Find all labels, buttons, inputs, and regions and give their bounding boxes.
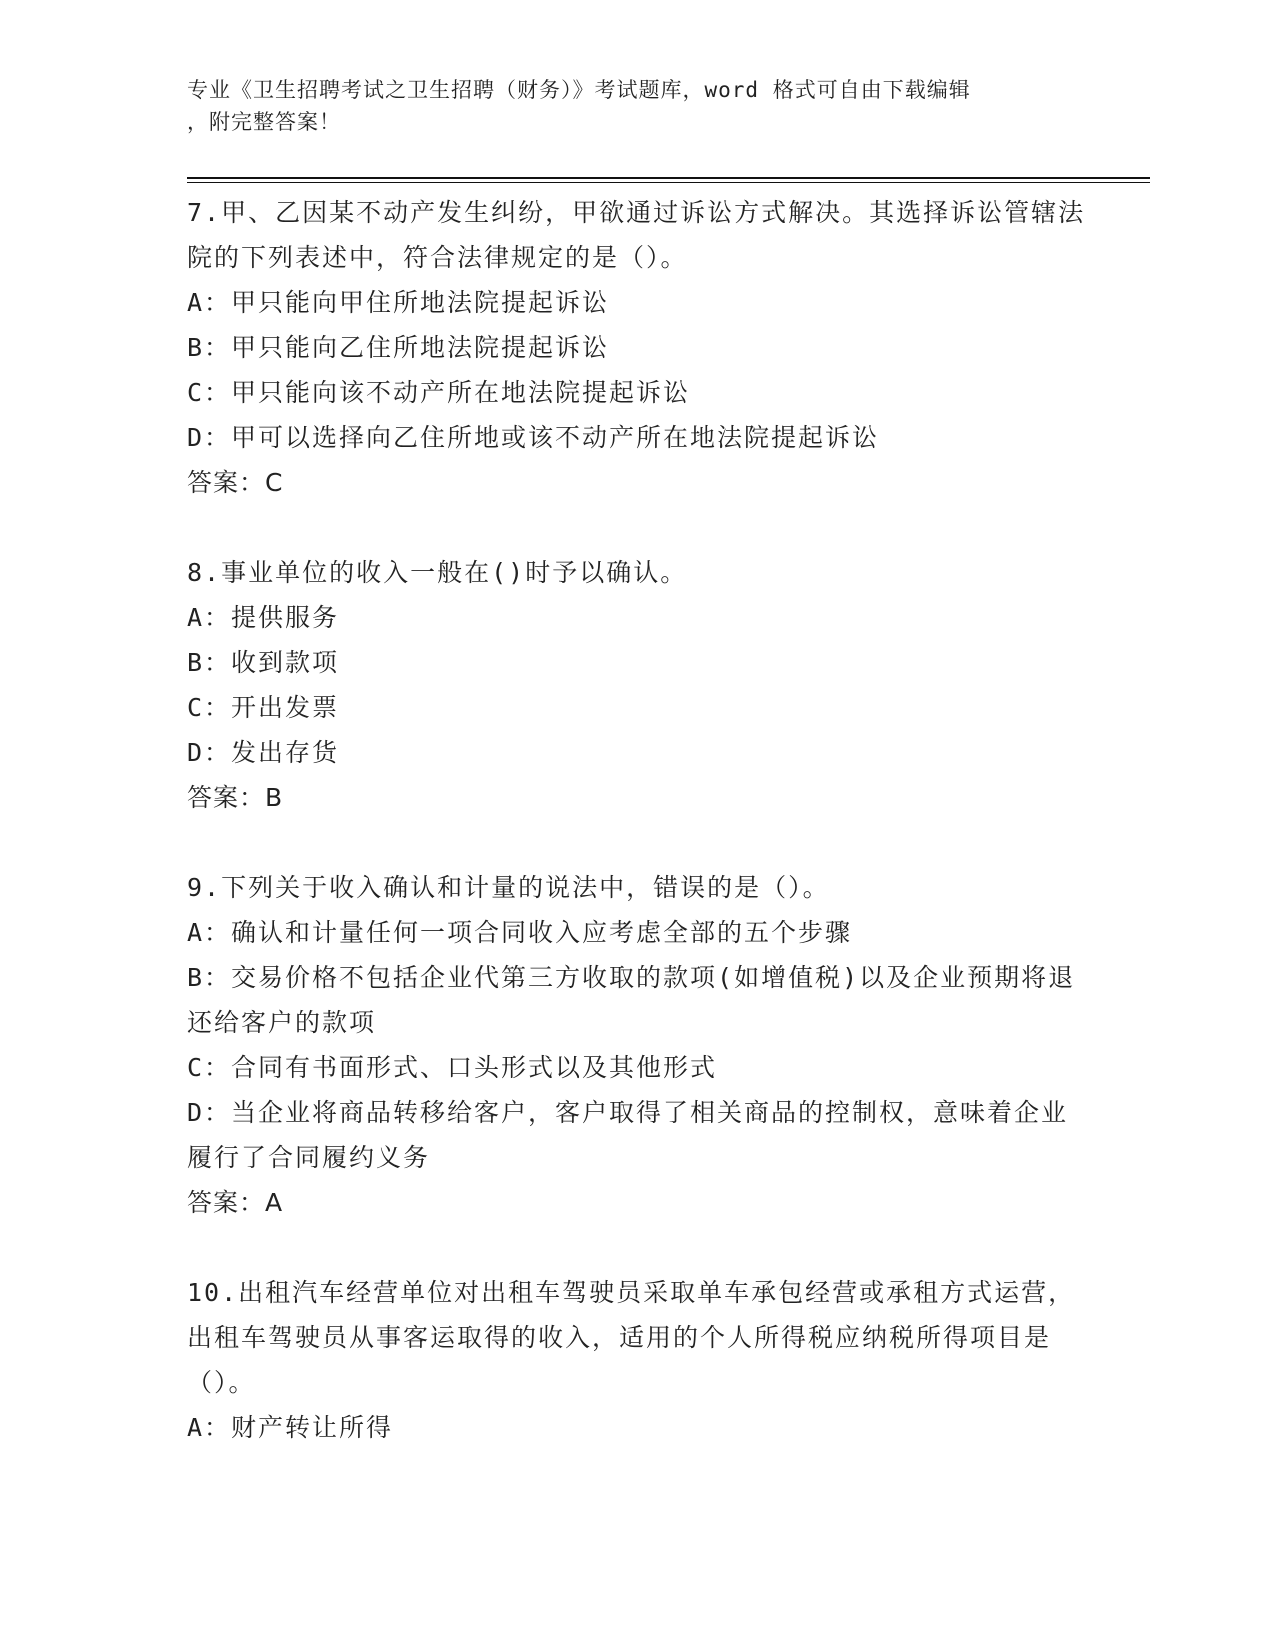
option-a: A：甲只能向甲住所地法院提起诉讼 [187, 288, 610, 317]
option-c: C：开出发票 [187, 693, 340, 722]
option-a: A：提供服务 [187, 603, 340, 632]
option-c: C：合同有书面形式、口头形式以及其他形式 [187, 1053, 718, 1082]
option-b: B：收到款项 [187, 648, 340, 677]
option-d: D：当企业将商品转移给客户，客户取得了相关商品的控制权，意味着企业履行了合同履约义务 [187, 1098, 1069, 1172]
answer-label: 答案：B [187, 783, 284, 812]
question-7 [187, 190, 1087, 505]
question-stem: 8.事业单位的收入一般在()时予以确认。 [187, 558, 688, 587]
option-b: B：交易价格不包括企业代第三方收取的款项(如增值税)以及企业预期将退还给客户的款项 [187, 963, 1076, 1037]
question-stem: 7.甲、乙因某不动产发生纠纷，甲欲通过诉讼方式解决。其选择诉讼管辖法院的下列表述中，符合法律规定的是（）。 [187, 198, 1086, 272]
header-divider-thin [187, 182, 1150, 183]
question-10 [187, 1270, 1087, 1450]
document-header [187, 74, 1067, 138]
question-stem: 9.下列关于收入确认和计量的说法中，错误的是（）。 [187, 873, 830, 902]
option-a: A：财产转让所得 [187, 1413, 394, 1442]
option-d: D：发出存货 [187, 738, 340, 767]
question-9 [187, 865, 1087, 1225]
header-divider-thick [187, 177, 1150, 179]
option-b: B：甲只能向乙住所地法院提起诉讼 [187, 333, 610, 362]
question-stem: 10.出租汽车经营单位对出租车驾驶员采取单车承包经营或承租方式运营，出租车驾驶员从事客运取得的收入，适用的个人所得税应纳税所得项目是（）。 [187, 1278, 1076, 1397]
option-c: C：甲只能向该不动产所在地法院提起诉讼 [187, 378, 691, 407]
question-8 [187, 550, 1087, 820]
answer-label: 答案：A [187, 1188, 284, 1217]
header-title-line-2: ，附完整答案！ [187, 110, 341, 134]
header-title-line-1: 专业《卫生招聘考试之卫生招聘（财务）》考试题库，word 格式可自由下载编辑 [187, 78, 971, 102]
option-d: D：甲可以选择向乙住所地或该不动产所在地法院提起诉讼 [187, 423, 880, 452]
question-list [187, 190, 1087, 1450]
answer-label: 答案：C [187, 468, 284, 497]
option-a: A：确认和计量任何一项合同收入应考虑全部的五个步骤 [187, 918, 853, 947]
